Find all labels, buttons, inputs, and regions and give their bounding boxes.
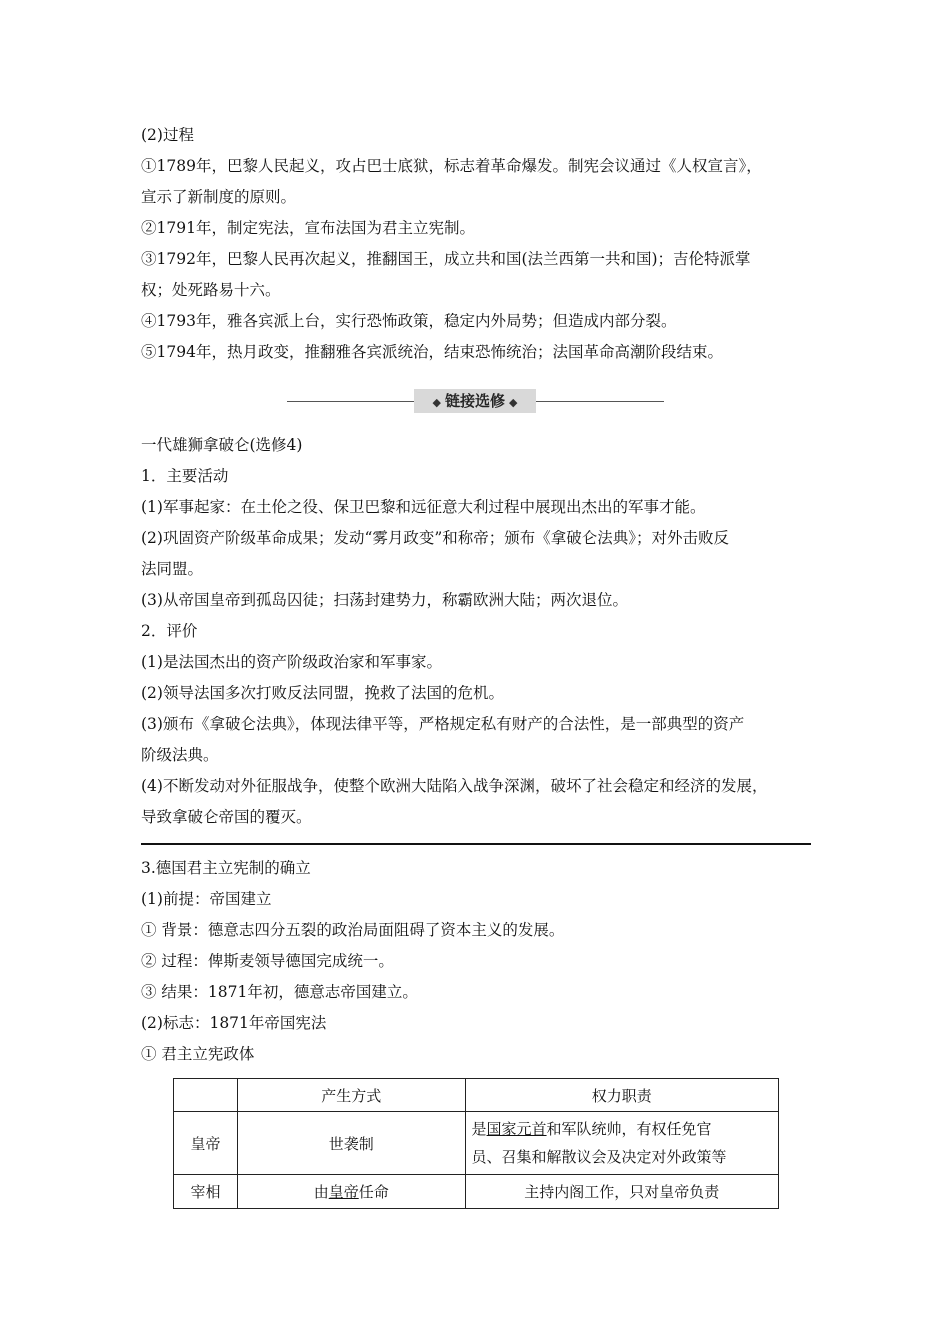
banner-label-box	[414, 389, 536, 413]
germany-line: ③ 结果：1871年初，德意志帝国建立。	[141, 983, 418, 1001]
napoleon-line: (1)是法国杰出的资产阶级政治家和军事家。	[141, 653, 442, 671]
method-underlined: 皇帝	[328, 1183, 359, 1201]
napoleon-line: 阶级法典。	[141, 746, 219, 764]
napoleon-line: (4)不断发动对外征服战争，使整个欧洲大陆陷入战争深渊，破坏了社会稳定和经济的发展，	[141, 777, 768, 795]
duty-text: 和军队统帅，有权任免官	[546, 1120, 712, 1138]
process-item: ④1793年，雅各宾派上台，实行恐怖政策，稳定内外局势；但造成内部分裂。	[141, 312, 677, 330]
table-cell-duty	[465, 1112, 778, 1175]
table-cell-role: 宰相	[174, 1175, 238, 1209]
table-header-cell: 权力职责	[465, 1079, 778, 1112]
main-content	[141, 120, 811, 833]
table-row	[174, 1112, 779, 1175]
napoleon-line: 2．评价	[141, 622, 198, 640]
process-item: ①1789年，巴黎人民起义，攻占巴士底狱，标志着革命爆发。制宪会议通过《人权宣言》，	[141, 157, 762, 175]
process-item: ②1791年，制定宪法，宣布法国为君主立宪制。	[141, 219, 475, 237]
napoleon-line: (1)军事起家：在土伦之役、保卫巴黎和远征意大利过程中展现出杰出的军事才能。	[141, 498, 706, 516]
napoleon-line: 法同盟。	[141, 560, 204, 578]
diamond-icon: ◆	[509, 396, 518, 409]
germany-line: ① 君主立宪政体	[141, 1045, 255, 1063]
table-header-cell	[174, 1079, 238, 1112]
method-text: 任命	[358, 1183, 389, 1201]
napoleon-line: (3)颁布《拿破仑法典》，体现法律平等，严格规定私有财产的合法性，是一部典型的资产	[141, 715, 745, 733]
process-item: 权；处死路易十六。	[141, 281, 281, 299]
diamond-icon: ◆	[432, 396, 441, 409]
germany-line: ① 背景：德意志四分五裂的政治局面阻碍了资本主义的发展。	[141, 921, 565, 939]
napoleon-line: 导致拿破仑帝国的覆灭。	[141, 808, 312, 826]
napoleon-title: 一代雄狮拿破仑(选修4)	[141, 436, 303, 454]
germany-line: ② 过程：俾斯麦领导德国完成统一。	[141, 952, 394, 970]
table-cell-method: 世袭制	[237, 1112, 465, 1175]
banner-label: 链接选修	[444, 392, 505, 410]
table-cell-method	[237, 1175, 465, 1209]
napoleon-line: (2)领导法国多次打败反法同盟，挽救了法国的危机。	[141, 684, 504, 702]
duty-text: 员、召集和解散议会及决定对外政策等	[471, 1148, 727, 1166]
table-header-row	[174, 1079, 779, 1112]
germany-section	[141, 853, 811, 1070]
elective-link-banner	[141, 384, 811, 418]
process-item: ③1792年，巴黎人民再次起义，推翻国王，成立共和国(法兰西第一共和国)；吉伦特派掌	[141, 250, 751, 268]
section-divider	[141, 843, 811, 845]
process-item: ⑤1794年，热月政变，推翻雅各宾派统治，结束恐怖统治；法国革命高潮阶段结束。	[141, 343, 723, 361]
germany-line: 3.德国君主立宪制的确立	[141, 859, 311, 877]
germany-line: (1)前提：帝国建立	[141, 890, 272, 908]
duty-text: 是	[471, 1120, 487, 1138]
table-cell-role: 皇帝	[174, 1112, 238, 1175]
constitution-table	[173, 1078, 779, 1209]
banner-rule-right	[536, 401, 664, 402]
napoleon-line: 1．主要活动	[141, 467, 229, 485]
napoleon-line: (2)巩固资产阶级革命成果；发动“雾月政变”和称帝；颁布《拿破仑法典》；对外击败反	[141, 529, 730, 547]
germany-line: (2)标志：1871年帝国宪法	[141, 1014, 327, 1032]
duty-underlined: 国家元首	[486, 1120, 547, 1138]
table-cell-duty: 主持内阁工作，只对皇帝负责	[465, 1175, 778, 1209]
process-item: 宣示了新制度的原则。	[141, 188, 297, 206]
process-heading: (2)过程	[141, 126, 194, 144]
napoleon-line: (3)从帝国皇帝到孤岛囚徒；扫荡封建势力，称霸欧洲大陆；两次退位。	[141, 591, 628, 609]
method-text: 由	[313, 1183, 329, 1201]
table-row	[174, 1175, 779, 1209]
table-header-cell: 产生方式	[237, 1079, 465, 1112]
